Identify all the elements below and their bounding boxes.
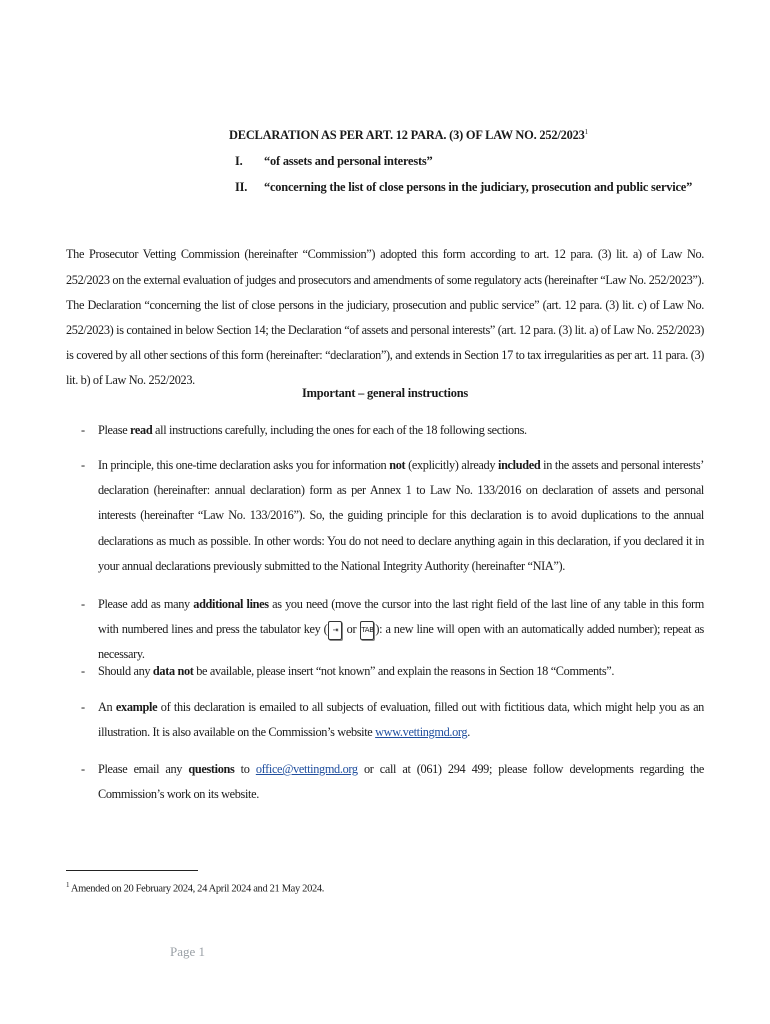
instruction-questions: - Please email any questions to office@vettingmd.org or call at (061) 294 499; please follow developments regarding the Commission’s work on its website. (81, 762, 704, 802)
website-link[interactable]: www.vettingmd.org (375, 725, 468, 740)
page-number: Page 1 (170, 944, 206, 959)
declaration-title: DECLARATION AS PER ART. 12 PARA. (3) OF LAW NO. 252/2023$^1$ (229, 128, 588, 143)
instruction-read: - Please read all instructions carefully, including the ones for each of the 18 following sections. (81, 423, 527, 437)
footnote-ref[interactable]: 1 (584, 128, 588, 136)
footnote-divider (66, 870, 198, 871)
tab-key-icon: TAB (360, 621, 374, 640)
instruction-principle: - In principle, this one-time declaration asks you for information not (explicitly) already included in the assets and personal interests’ declaration (hereinafter: annual declaration) form as per Annex 1 to Law No. 133/2016 on declaration of assets and personal interests (hereinafter “Law No. 133/2016”). So, the guiding principle for this declaration is to avoid duplications to the annual declarations as much as possible. In other words: You do not need to declare anything again in this declaration, if you declared it in your annual declarations previously submitted to the National Integrity Authority (hereinafter “NIA”). (81, 458, 704, 573)
instruction-data-not-available: - Should any data not be available, please insert “not known” and explain the reasons in Section 18 “Comments”. (81, 664, 615, 678)
intro-paragraph: The Prosecutor Vetting Commission (hereinafter “Commission”) adopted this form according to art. 12 para. (3) lit. a) of Law No. 252/2023 on the external evaluation of judges and prosecutors and amendments of some regulatory acts (hereinafter “Law No. 252/2023”). The Declaration “concerning the list of close persons in the judiciary, prosecution and public service” (art. 12 para. (3) lit. c) of Law No. 252/2023) is contained in below Section 14; the Declaration “of assets and personal interests” (art. 12 para. (3) lit. a) of Law No. 252/2023) is covered by all other sections of this form (hereinafter: “declaration”), and extends in Section 17 to tax irregularities as per art. 11 para. (3) lit. b) of Law No. 252/2023. (66, 247, 704, 388)
instruction-example: - An example of this declaration is emailed to all subjects of evaluation, filled out with fictitious data, which might help you as an illustration. It is also available on the Commission’s website www.vettingmd.org. (81, 700, 704, 740)
instructions-heading: Important – general instructions (301, 386, 469, 400)
document-page: DECLARATION AS PER ART. 12 PARA. (3) OF LAW NO. 252/2023$^1$ I. “of assets and personal interests” II. “concerning the list of close persons in the judiciary, prosecution and public service” The Prosecutor Vetting Commission (hereinafter “Commission”) adopted this form according to art. 12 para. (3) lit. a) of Law No. 252/2023 on the external evaluation of judges and prosecutors and amendments of some regulatory acts (hereinafter “Law No. 252/2023”). The Declaration “concerning the list of close persons in the judiciary, prosecution and public service” (art. 12 para. (3) lit. c) of Law No. 252/2023) is contained in below Section 14; the Declaration “of assets and personal interests” (art. 12 para. (3) lit. a) of Law No. 252/2023) is covered by all other sections of this form (hereinafter: “declaration”), and extends in Section 17 to tax irregularities as per art. 11 para. (3) lit. b) of Law No. 252/2023. Important – general instructions - Please read all instructions carefully, including the ones for each of the 18 following sections. - In principle, this one-time declaration asks you for information not (explicitly) already included in the assets and personal interests’ declaration (hereinafter: annual declaration) form as per Annex 1 to Law No. 133/2016 on declaration of assets and personal interests (hereinafter “Law No. 133/2016”). So, the guiding principle for this declaration is to avoid duplications to the annual declarations as much as possible. In other words: You do not need to declare anything again in this declaration, if you declared it in your annual declarations previously submitted to the National Integrity Authority (hereinafter “NIA”). - Please add as many additional lines as you need (move the cursor into the last right field of the last line of any table in this form with numbered lines and press the tabulator key ( ⇥ or TAB ): a new line will open with an automatically added number); repeat as necessary. - Should any data not be available, please insert “not known” and explain the reasons in Section 18 “Comments”. - An example of this declaration is emailed to all subjects of evaluation, filled out with fictitious data, which might help you as an illustration. It is also available on the Commission’s website www.vettingmd.org. - Please email any questions to office@vettingmd.org or call at (061) 294 499; please follow developments regarding the Commission’s work on its website. $^1$ Amended on 20 February 2024, 24 April 2024 and 21 May 2024. Page 1 (0, 0, 770, 1024)
email-link[interactable]: office@vettingmd.org (255, 762, 358, 776)
footnote: $^1$ Amended on 20 February 2024, 24 April 2024 and 21 May 2024. (66, 881, 325, 895)
instruction-additional-lines: - Please add as many additional lines as you need (move the cursor into the last right field of the last line of any table in this form with numbered lines and press the tabulator key ( ⇥ or TAB ): a new line will open with an automatically added number); repeat as necessary. (81, 597, 704, 662)
tab-arrow-key-icon: ⇥ (328, 621, 342, 640)
